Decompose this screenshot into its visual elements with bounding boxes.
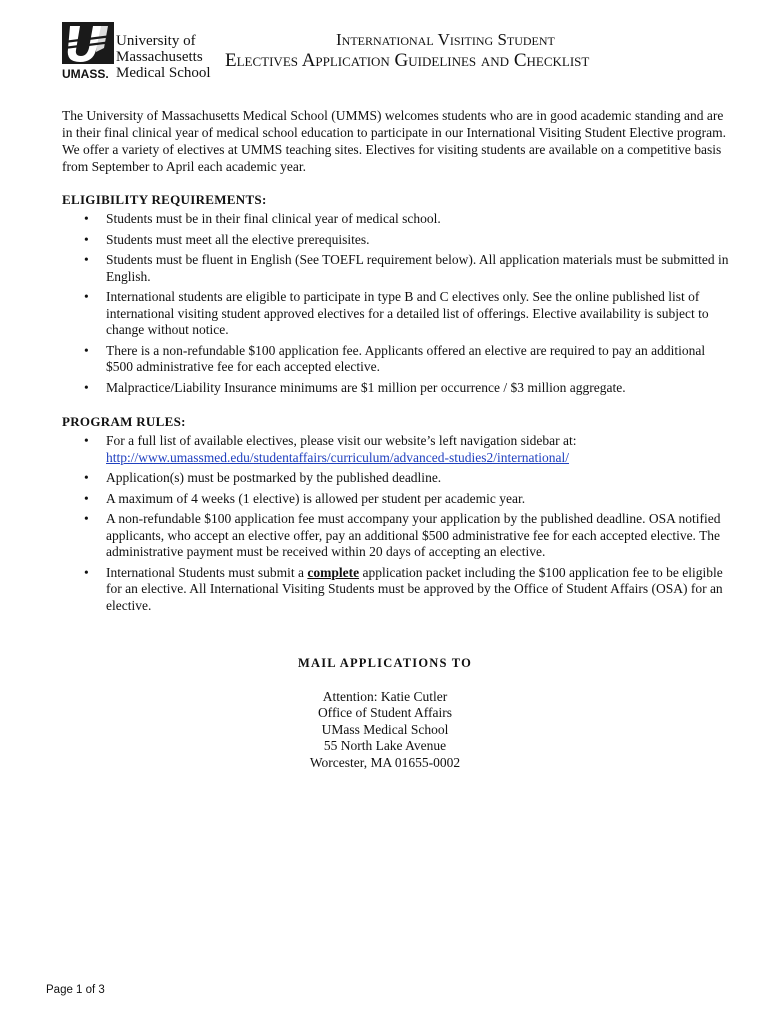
bullet-icon: • bbox=[84, 231, 89, 247]
bullet-icon: • bbox=[84, 470, 89, 485]
list-item-text: For a full list of available electives, please visit our website’s left navigation sidebar at: bbox=[106, 433, 577, 448]
logo-text-university: University of bbox=[116, 33, 196, 49]
bullet-icon: • bbox=[84, 211, 89, 226]
logo-text-umass: UMASS. bbox=[62, 67, 109, 81]
complete-emphasis: complete bbox=[307, 564, 360, 580]
logo-text-massachusetts: Massachusetts bbox=[116, 49, 203, 65]
list-item bbox=[62, 491, 734, 508]
umms-logo bbox=[62, 22, 212, 80]
electives-website-link[interactable]: http://www.umassmed.edu/studentaffairs/curriculum/advanced-studies2/international/ bbox=[106, 449, 570, 465]
logo-text-medical-school: Medical School bbox=[116, 65, 211, 81]
bullet-icon: • bbox=[84, 433, 89, 448]
list-item-text: A non-refundable $100 application fee must accompany your application by the published deadline. OSA notified applicants, who accept an elective offer, pay an additional $500 administrative fee for each accepted elective. The administrative payment must be received within 20 days of accepting an elective. bbox=[106, 511, 721, 559]
list-item-text: There is a non-refundable $100 application fee. Applicants offered an elective are required to pay an additional $500 administrative fee for each accepted elective. bbox=[106, 342, 706, 374]
list-item-text: A maximum of 4 weeks (1 elective) is allowed per student per academic year. bbox=[106, 490, 526, 506]
address-line: Attention: Katie Cutler bbox=[322, 689, 448, 704]
list-item-text: Students must meet all the elective prerequisites. bbox=[106, 231, 370, 247]
title-line-2: Electives Application Guidelines and Checklist bbox=[225, 50, 590, 71]
bullet-icon: • bbox=[84, 252, 89, 267]
bullet-icon: • bbox=[84, 490, 89, 506]
list-item bbox=[62, 252, 734, 285]
address-line: Office of Student Affairs bbox=[317, 705, 453, 721]
list-item-text: Students must be fluent in English (See TOEFL requirement below). All application materials must be submitted in English. bbox=[106, 252, 729, 284]
list-item bbox=[62, 343, 734, 376]
page-number: Page 1 of 3 bbox=[46, 984, 105, 996]
list-item-text: Malpractice/Liability Insurance minimums are $1 million per occurrence / $3 million aggregate. bbox=[106, 379, 626, 395]
bullet-icon: • bbox=[84, 289, 89, 304]
bullet-icon: • bbox=[84, 511, 89, 526]
eligibility-heading: ELIGIBILITY REQUIREMENTS: bbox=[62, 192, 267, 207]
list-item bbox=[62, 511, 734, 561]
list-item bbox=[62, 565, 734, 615]
mailing-address bbox=[0, 689, 770, 771]
address-line: 55 North Lake Avenue bbox=[323, 738, 447, 754]
program-rules-heading: PROGRAM RULES: bbox=[62, 414, 186, 429]
intro-paragraph: The University of Massachusetts Medical School (UMMS) welcomes students who are in good academic standing and are in their final clinical year of medical school education to participate in our International Visiting Student Elective program. We offer a variety of electives at UMMS teaching sites. Electives for visiting students are available on a competitive basis from September to April each academic year. bbox=[62, 108, 726, 174]
bullet-icon: • bbox=[84, 379, 89, 395]
eligibility-list bbox=[62, 211, 734, 400]
umass-u-logo-icon bbox=[62, 22, 114, 64]
list-item bbox=[62, 211, 734, 228]
list-item-text: International students are eligible to participate in type B and C electives only. See the online published list of international visiting student approved electives for a detailed list of offerings. Elective availability is subject to change without notice. bbox=[106, 289, 709, 337]
title-line-1: International Visiting Student bbox=[336, 30, 555, 49]
mail-applications-heading: MAIL APPLICATIONS TO bbox=[297, 656, 473, 670]
address-line: Worcester, MA 01655-0002 bbox=[309, 754, 461, 770]
bullet-icon: • bbox=[84, 564, 89, 580]
list-item bbox=[62, 232, 734, 249]
bullet-icon: • bbox=[84, 342, 89, 358]
list-item-text: International Students must submit a bbox=[106, 564, 308, 580]
program-rules-list bbox=[62, 433, 734, 618]
list-item bbox=[62, 289, 734, 339]
list-item-text: Students must be in their final clinical year of medical school. bbox=[106, 211, 441, 226]
list-item bbox=[62, 380, 734, 397]
address-line: UMass Medical School bbox=[321, 721, 449, 737]
list-item-text: application packet including the $100 application fee to be eligible for an elective. All International Visiting Students must be approved by the Office of Student Affairs (OSA) for an elective. bbox=[106, 564, 723, 613]
list-item-text: Application(s) must be postmarked by the published deadline. bbox=[106, 470, 442, 485]
list-item bbox=[62, 433, 734, 466]
list-item bbox=[62, 470, 734, 487]
